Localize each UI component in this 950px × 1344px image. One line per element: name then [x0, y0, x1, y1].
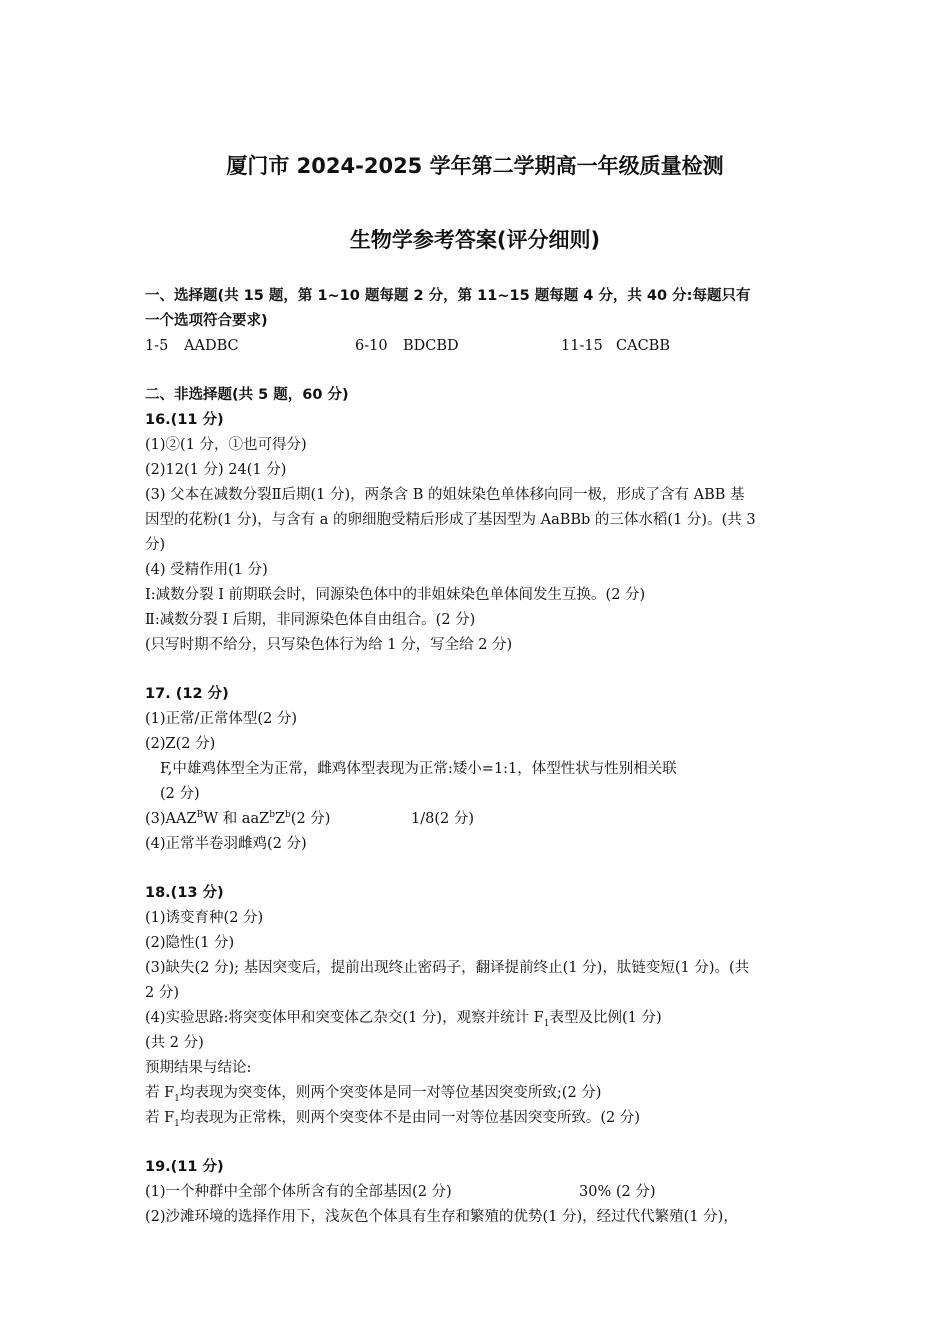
document-title: 厦门市 2024-2025 学年第二学期高一年级质量检测	[226, 154, 724, 178]
q16-note: (只写时期不给分，只写染色体行为给 1 分，写全给 2 分)	[145, 637, 513, 653]
q18-line: (3)缺失(2 分); 基因突变后，提前出现终止密码子，翻译提前终止(1 分)，肽链变短(1 分)。(共	[145, 960, 750, 976]
q18-line: (共 2 分)	[145, 1035, 204, 1051]
answer-range: 1-5	[145, 338, 169, 354]
section1-heading-cont: 一个选项符合要求)	[145, 313, 268, 329]
q18-line: 2 分)	[145, 985, 179, 1001]
q16-line: (4) 受精作用(1 分)	[145, 562, 268, 578]
q16-line: (1)②(1 分，①也可得分)	[145, 437, 307, 453]
answer-letters: CACBB	[616, 338, 670, 354]
section1-heading: 一、选择题(共 15 题，第 1~10 题每题 2 分，第 11~15 题每题 4 分，共 40 分:每题只有	[145, 288, 751, 304]
q17-line: F,中雄鸡体型全为正常，雌鸡体型表现为正常:矮小=1:1，体型性状与性别相关联	[160, 761, 677, 777]
q18-line: (4)实验思路:将突变体甲和突变体乙杂交(1 分)，观察并统计 $F_1$表型及比例(1 分)	[145, 1010, 662, 1029]
q17-line: (1)正常/正常体型(2 分)	[145, 711, 298, 727]
q19-line: (2)沙滩环境的选择作用下，浅灰色个体具有生存和繁殖的优势(1 分)，经过代代繁殖(1 分)，	[145, 1209, 738, 1225]
q17-title: 17. (12 分)	[145, 686, 229, 702]
document-subtitle: 生物学参考答案(评分细则)	[349, 228, 601, 252]
q16-line: (2)12(1 分) 24(1 分)	[145, 462, 287, 478]
q17-line: (2 分)	[160, 786, 200, 802]
q18-line: 若 $F_1$均表现为突变体，则两个突变体是同一对等位基因突变所致;(2 分)	[145, 1085, 602, 1104]
section2-heading: 二、非选择题(共 5 题，60 分)	[145, 387, 349, 403]
ratio-answer: 1/8(2 分)	[411, 811, 474, 827]
answer-letters: BDCBD	[403, 338, 459, 354]
q16-line: 分)	[145, 537, 166, 553]
q16-title: 16.(11 分)	[145, 412, 224, 428]
q18-line: 若 $F_1$均表现为正常株，则两个突变体不是由同一对等位基因突变所致。(2 分)	[145, 1110, 641, 1129]
q16-line: Ⅱ:减数分裂 I 后期，非同源染色体自由组合。(2 分)	[145, 612, 476, 628]
q18-title: 18.(13 分)	[145, 885, 224, 901]
q16-line: Ⅰ:减数分裂 I 前期联会时，同源染色体中的非姐妹染色单体间发生互换。(2 分)	[145, 587, 646, 603]
q18-line: 预期结果与结论:	[145, 1060, 252, 1076]
answer-range: 6-10	[355, 338, 388, 354]
q19-answer: (1)一个种群中全部个体所含有的全部基因(2 分)	[145, 1184, 452, 1200]
q19-title: 19.(11 分)	[145, 1159, 224, 1175]
q17-line: (2)Z(2 分)	[145, 736, 216, 752]
q17-line: (4)正常半卷羽雌鸡(2 分)	[145, 836, 307, 852]
answer-range: 11-15	[561, 338, 603, 354]
q19-answer: 30% (2 分)	[579, 1184, 656, 1200]
q18-line: (2)隐性(1 分)	[145, 935, 235, 951]
answer-letters: AADBC	[184, 338, 239, 354]
q16-line: (3) 父本在减数分裂Ⅱ后期(1 分)，两条含 B 的姐妹染色单体移向同一极，形成了含有 ABB 基	[145, 487, 745, 503]
q16-line: 因型的花粉(1 分)，与含有 a 的卵细胞受精后形成了基因型为 AaBBb 的三体水稻(1 分)。(共 3	[145, 512, 756, 528]
genotype-answer: $(3)AAZ^BW$ 和 $aaZ^bZ^b(2$ 分)	[145, 810, 331, 827]
q18-line: (1)诱变育种(2 分)	[145, 910, 264, 926]
